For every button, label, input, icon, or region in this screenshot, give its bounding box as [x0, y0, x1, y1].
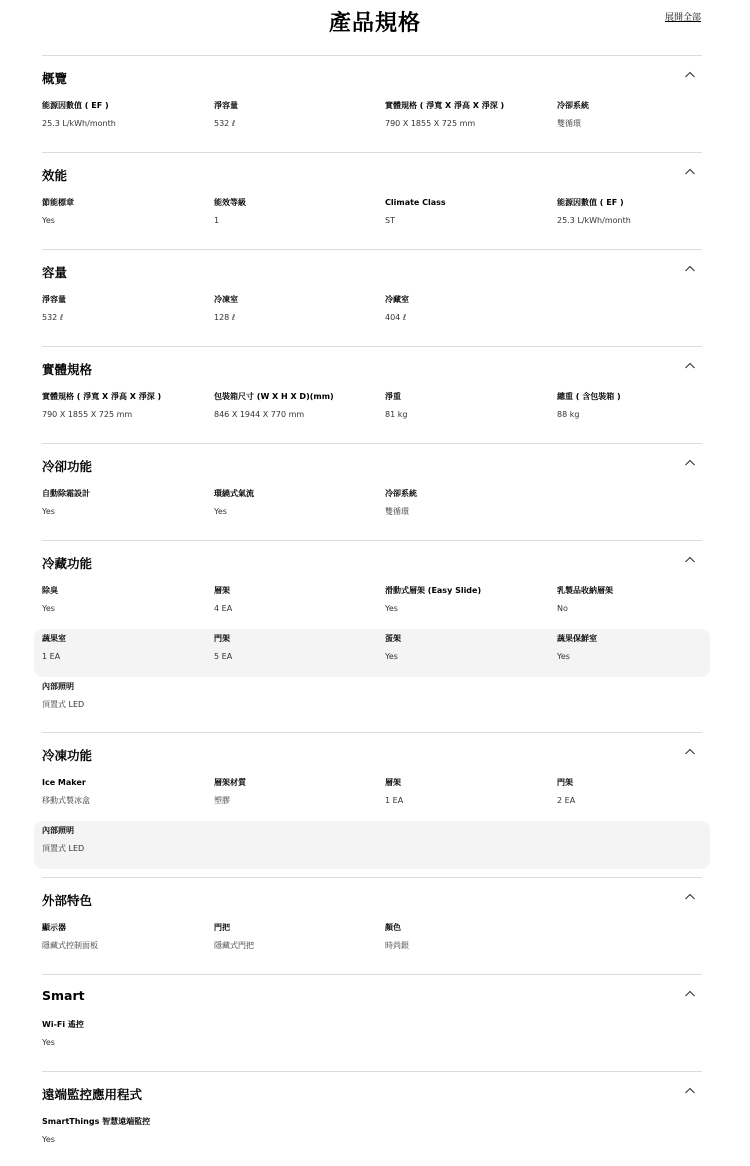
spec-value: 532 ℓ: [214, 119, 236, 128]
spec-label: 除臭: [42, 586, 58, 595]
spec-row: [42, 290, 702, 338]
spec-label: 層架: [214, 586, 230, 595]
spec-label: 冷卻系統: [385, 489, 417, 498]
spec-row: [42, 193, 702, 241]
spec-label: 蔬果保鮮室: [557, 634, 597, 643]
spec-section: [42, 346, 702, 443]
spec-label: Ice Maker: [42, 778, 86, 787]
spec-label: 淨重: [385, 392, 401, 401]
spec-value: 25.3 L/kWh/month: [42, 119, 116, 128]
chevron-up-icon[interactable]: [684, 458, 696, 468]
spec-item: [385, 100, 504, 130]
spec-label: 冷卻系統: [557, 101, 589, 110]
spec-item: [42, 1019, 84, 1049]
spec-value: 4 EA: [214, 604, 233, 613]
spec-item: [42, 100, 116, 130]
spec-label: 能源因數值 ( EF ): [557, 198, 624, 207]
section-title: 遠端監控應用程式: [42, 1087, 143, 1102]
spec-item: [214, 197, 246, 227]
spec-value: 1 EA: [42, 652, 61, 661]
spec-item: [214, 294, 238, 324]
spec-item: [385, 777, 403, 807]
section-header[interactable]: [42, 56, 702, 96]
spec-value: 128 ℓ: [214, 313, 236, 322]
spec-value: 25.3 L/kWh/month: [557, 216, 631, 225]
spec-value: Yes: [385, 604, 398, 613]
spec-label: 層架: [385, 778, 401, 787]
spec-section: [42, 732, 702, 877]
spec-section: [42, 540, 702, 732]
section-title: 冷卻功能: [42, 459, 93, 474]
section-title: 實體規格: [42, 362, 93, 377]
spec-item: [214, 922, 254, 952]
spec-label: 包裝箱尺寸 (W X H X D)(mm): [214, 392, 334, 401]
spec-value: Yes: [385, 652, 398, 661]
section-header[interactable]: [42, 733, 702, 773]
spec-item: [214, 777, 246, 807]
spec-row: [42, 484, 702, 532]
section-header[interactable]: [42, 1072, 702, 1112]
section-title: 概覽: [42, 71, 68, 86]
section-header[interactable]: [42, 347, 702, 387]
spec-row: [34, 629, 710, 677]
chevron-up-icon[interactable]: [684, 70, 696, 80]
spec-value: 隱藏式門把: [214, 941, 254, 950]
spec-value: 404 ℓ: [385, 313, 407, 322]
spec-label: 內部照明: [42, 826, 74, 835]
spec-label: SmartThings 智慧遠端監控: [42, 1117, 151, 1126]
page-title: 產品規格: [328, 11, 421, 36]
section-title: 外部特色: [42, 893, 93, 908]
spec-label: 門架: [557, 778, 573, 787]
spec-item: [42, 922, 98, 952]
section-header[interactable]: [42, 250, 702, 290]
spec-label: 自動除霜設計: [42, 489, 90, 498]
chevron-up-icon[interactable]: [684, 1086, 696, 1096]
spec-item: [42, 681, 84, 711]
spec-value: 1 EA: [385, 796, 404, 805]
spec-item: [42, 197, 74, 227]
spec-label: 冷藏室: [385, 295, 409, 304]
spec-label: 層架材質: [214, 778, 246, 787]
spec-item: [557, 391, 621, 421]
spec-item: [42, 777, 90, 807]
section-header[interactable]: [42, 541, 702, 581]
spec-value: Yes: [42, 1135, 55, 1144]
spec-label: 總重 ( 含包裝箱 ): [557, 392, 621, 401]
spec-value: 88 kg: [557, 410, 580, 419]
spec-label: 滑動式層架 (Easy Slide): [385, 586, 482, 595]
spec-label: 淨容量: [214, 101, 238, 110]
spec-value: No: [557, 604, 568, 613]
spec-label: 節能標章: [42, 198, 74, 207]
spec-label: Wi-Fi 遙控: [42, 1020, 84, 1029]
spec-label: 淨容量: [42, 295, 66, 304]
chevron-up-icon[interactable]: [684, 747, 696, 757]
spec-section: [42, 443, 702, 540]
expand-all-link[interactable]: 展開全部: [664, 13, 701, 23]
spec-item: [557, 777, 575, 807]
spec-section: [42, 974, 702, 1071]
spec-item: [385, 294, 409, 324]
spec-value: Yes: [214, 507, 227, 516]
spec-section: [42, 249, 702, 346]
spec-value: 雙循環: [557, 119, 581, 128]
spec-label: 蔬果室: [42, 634, 66, 643]
spec-label: 實體規格 ( 淨寬 X 淨高 X 淨深 ): [42, 392, 162, 401]
spec-item: [42, 488, 90, 518]
spec-value: 2 EA: [557, 796, 576, 805]
spec-value: 頂置式 LED: [42, 844, 85, 853]
spec-row: [42, 773, 702, 821]
spec-value: 5 EA: [214, 652, 233, 661]
spec-label: 蛋架: [385, 634, 401, 643]
section-title: 冷凍功能: [42, 748, 93, 763]
spec-label: 門架: [214, 634, 230, 643]
chevron-up-icon[interactable]: [684, 555, 696, 565]
spec-label: 實體規格 ( 淨寬 X 淨高 X 淨深 ): [385, 101, 505, 110]
spec-value: 移動式製冰盒: [42, 796, 90, 805]
spec-item: [385, 922, 409, 952]
spec-value: 1: [214, 216, 220, 225]
spec-value: Yes: [42, 216, 55, 225]
spec-item: [214, 585, 232, 615]
spec-item: [557, 100, 589, 130]
spec-value: 790 X 1855 X 725 mm: [385, 119, 476, 128]
spec-row: [42, 96, 702, 144]
section-header[interactable]: [42, 153, 702, 193]
spec-section: [42, 1071, 702, 1166]
spec-item: [385, 197, 446, 227]
spec-value: 790 X 1855 X 725 mm: [42, 410, 133, 419]
spec-label: 顯示器: [42, 923, 66, 932]
spec-label: 內部照明: [42, 682, 74, 691]
spec-item: [214, 488, 254, 518]
spec-label: 能源因數值 ( EF ): [42, 101, 109, 110]
section-header[interactable]: [42, 878, 702, 918]
spec-item: [385, 633, 401, 663]
spec-item: [214, 633, 232, 663]
spec-value: 846 X 1944 X 770 mm: [214, 410, 305, 419]
section-header[interactable]: [42, 444, 702, 484]
spec-item: [42, 1116, 150, 1146]
spec-item: [557, 197, 631, 227]
spec-label: Climate Class: [385, 198, 446, 207]
spec-row: [34, 821, 710, 869]
spec-value: Yes: [42, 507, 55, 516]
spec-value: ST: [385, 216, 395, 225]
section-title: 冷藏功能: [42, 556, 93, 571]
chevron-up-icon[interactable]: [684, 892, 696, 902]
spec-item: [557, 585, 613, 615]
spec-value: 時尚銀: [385, 941, 409, 950]
chevron-up-icon[interactable]: [684, 361, 696, 371]
chevron-up-icon[interactable]: [684, 989, 696, 999]
spec-item: [42, 825, 84, 855]
spec-value: 頂置式 LED: [42, 700, 85, 709]
spec-value: 雙循環: [385, 507, 409, 516]
spec-item: [557, 633, 597, 663]
spec-item: [385, 391, 407, 421]
spec-label: 冷凍室: [214, 295, 238, 304]
section-title: 容量: [42, 265, 68, 280]
spec-value: 塑膠: [214, 796, 230, 805]
spec-row: [42, 918, 702, 966]
spec-label: 環繞式氣流: [214, 489, 254, 498]
spec-row: [42, 581, 702, 629]
spec-label: 乳製品收納層架: [557, 586, 613, 595]
spec-value: 81 kg: [385, 410, 408, 419]
spec-value: 隱藏式控制面板: [42, 941, 98, 950]
chevron-up-icon[interactable]: [684, 264, 696, 274]
spec-item: [42, 633, 66, 663]
spec-item: [385, 585, 481, 615]
spec-value: Yes: [42, 1038, 55, 1047]
section-title: Smart: [42, 988, 85, 1003]
spec-label: 門把: [214, 923, 230, 932]
spec-section: [42, 877, 702, 974]
section-title: 效能: [42, 168, 68, 183]
spec-row: [42, 1112, 702, 1160]
spec-row: [42, 677, 702, 725]
spec-section: [42, 55, 702, 152]
spec-item: [42, 294, 66, 324]
spec-row: [42, 1015, 702, 1063]
spec-section: [42, 152, 702, 249]
spec-label: 能效等級: [214, 198, 246, 207]
specs-list: [42, 55, 702, 1166]
spec-value: Yes: [42, 604, 55, 613]
spec-item: [42, 585, 58, 615]
spec-item: [42, 391, 161, 421]
spec-value: 532 ℓ: [42, 313, 64, 322]
spec-item: [385, 488, 417, 518]
chevron-up-icon[interactable]: [684, 167, 696, 177]
spec-label: 顏色: [385, 923, 401, 932]
spec-value: Yes: [557, 652, 570, 661]
spec-item: [214, 100, 238, 130]
spec-row: [42, 387, 702, 435]
section-header[interactable]: [42, 975, 702, 1015]
page-header: [0, 0, 750, 40]
spec-item: [214, 391, 334, 421]
